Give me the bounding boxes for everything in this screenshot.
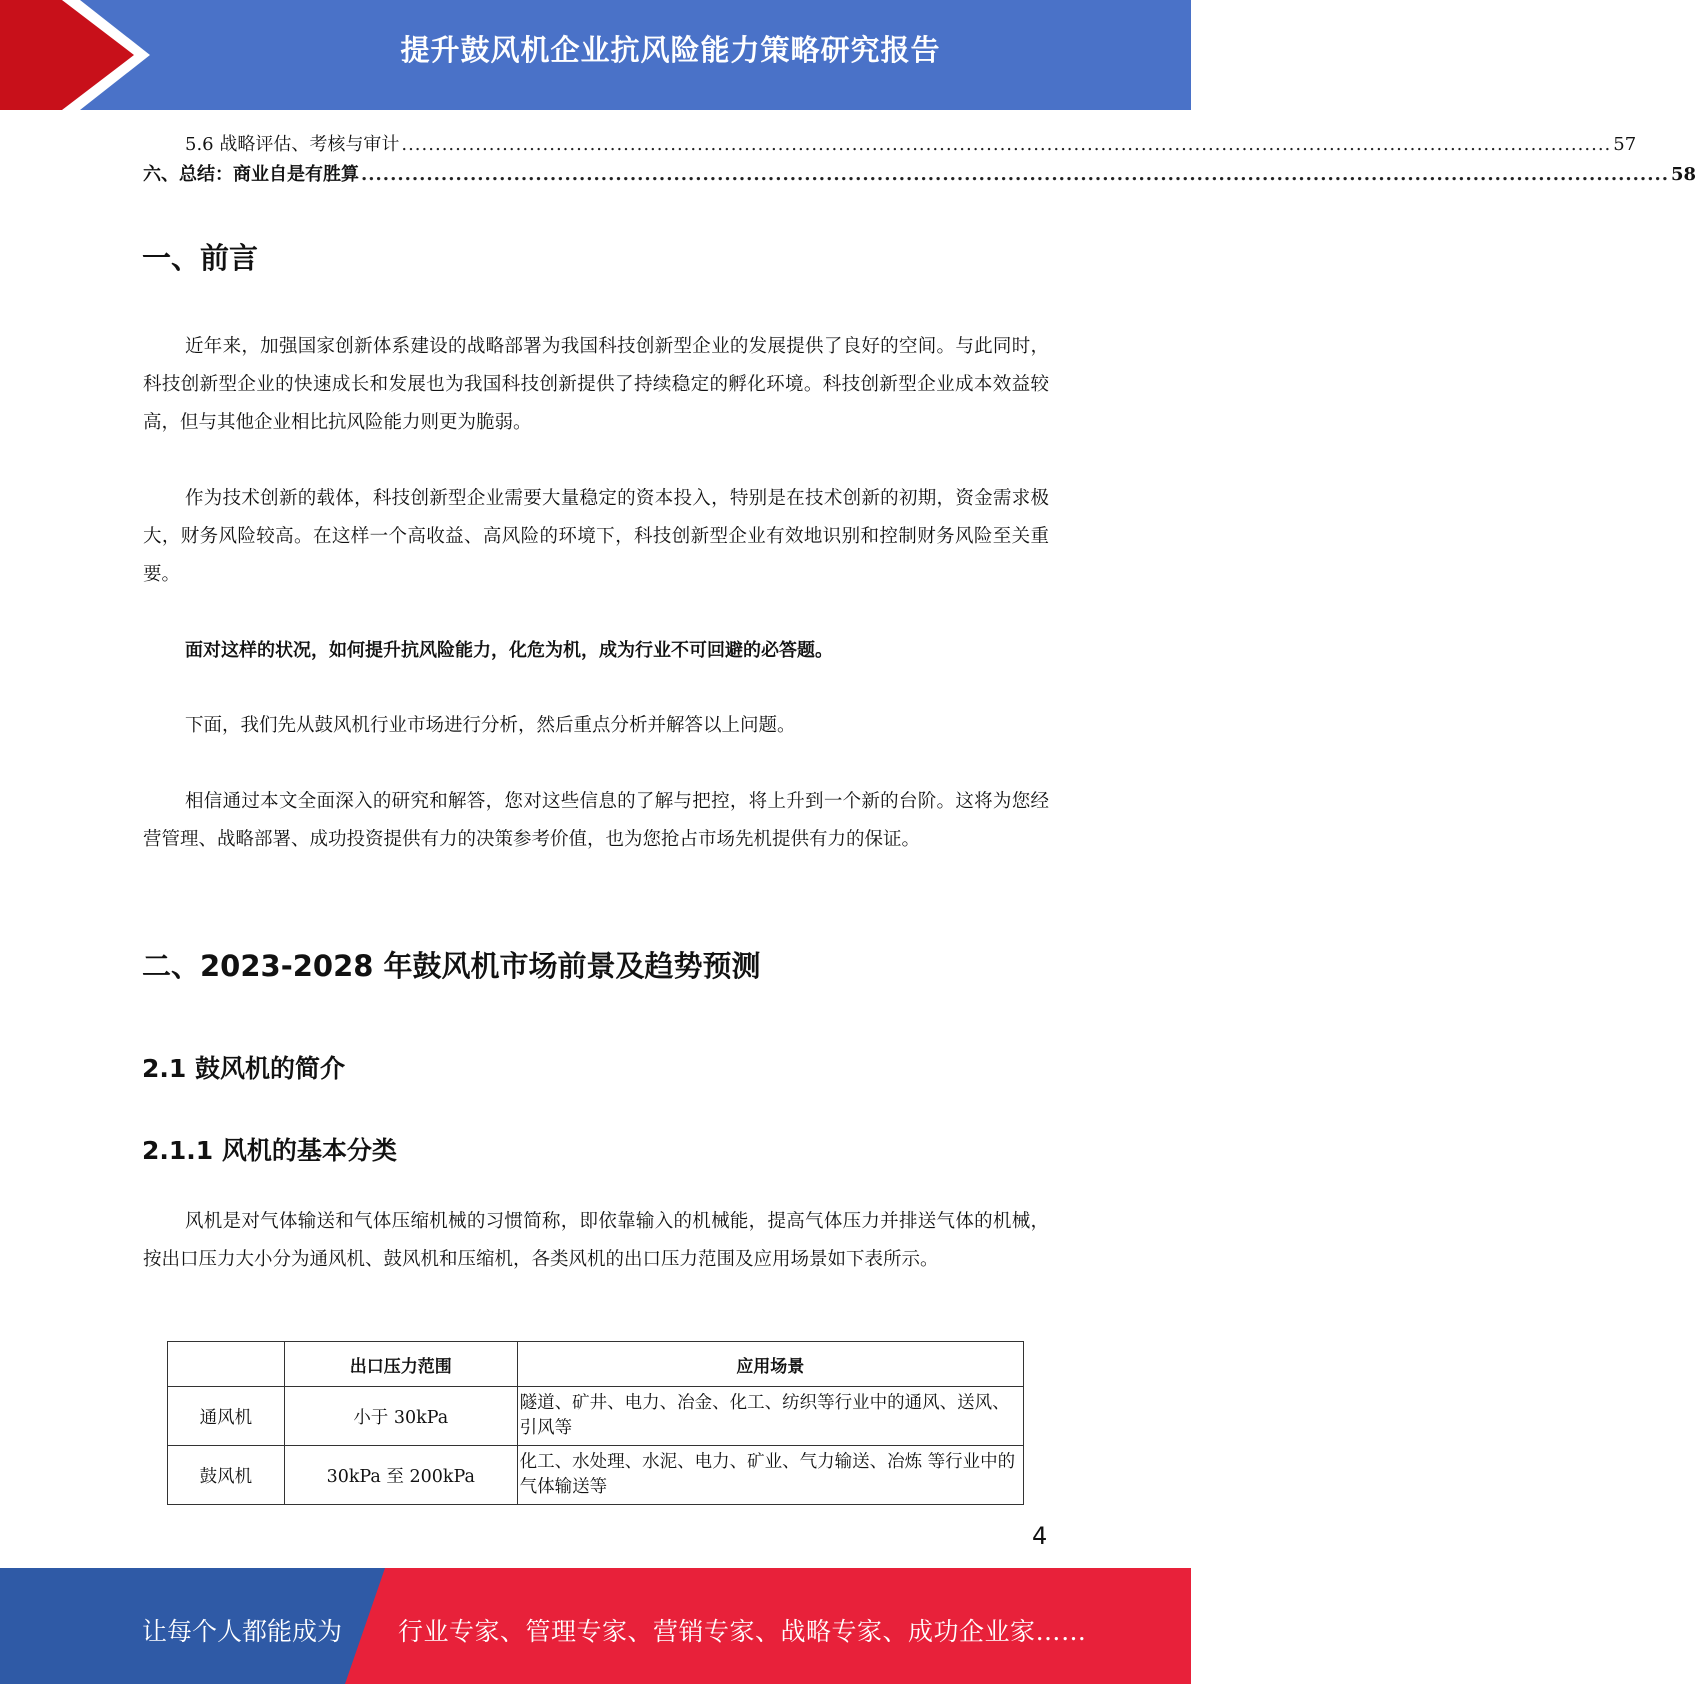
table-header-cell [168, 1342, 285, 1387]
table-header-cell: 应用场景 [517, 1342, 1023, 1387]
table-cell: 化工、水处理、水泥、电力、矿业、气力输送、冶炼 等行业中的气体输送等 [517, 1446, 1023, 1505]
header-banner [0, 0, 1191, 110]
table-cell: 30kPa 至 200kPa [284, 1446, 517, 1505]
toc-entry-label: 六、总结：商业自是有胜算 [143, 164, 359, 185]
page-number: 4 [1032, 1522, 1048, 1550]
paragraph: 作为技术创新的载体，科技创新型企业需要大量稳定的资本投入，特别是在技术创新的初期，资金需求极大，财务风险较高。在这样一个高收益、高风险的环境下，科技创新型企业有效地识别和控制财务风险至关重要。 [143, 488, 1049, 585]
section-heading-preface: 一、前言 [142, 241, 259, 275]
fan-classification-table [167, 1341, 1024, 1505]
table-cell: 鼓风机 [168, 1446, 285, 1505]
emphasis-paragraph: 面对这样的状况，如何提升抗风险能力，化危为机，成为行业不可回避的必答题。 [185, 640, 833, 661]
toc-entry-label: 5.6 战略评估、考核与审计 [185, 134, 400, 155]
toc-entry[interactable] [143, 130, 1637, 156]
paragraph: 风机是对气体输送和气体压缩机械的习惯简称，即依靠输入的机械能，提高气体压力并排送气体的机械，按出口压力大小分为通风机、鼓风机和压缩机，各类风机的出口压力范围及应用场景如下表所示。 [143, 1211, 1049, 1270]
table-cell: 隧道、矿井、电力、冶金、化工、纺织等行业中的通风、送风、引风等 [517, 1387, 1023, 1446]
toc-entry[interactable] [143, 160, 1696, 186]
chapter-heading: 二、2023-2028 年鼓风机市场前景及趋势预测 [142, 949, 761, 983]
toc-leader-dots: .................................................................................................................................................................................... [361, 164, 1669, 185]
table-row [168, 1446, 1024, 1505]
toc-leader-dots: .................................................................................................................................................................................... [401, 134, 1612, 155]
paragraph: 下面，我们先从鼓风机行业市场进行分析，然后重点分析并解答以上问题。 [185, 715, 796, 736]
footer-slogan-right: 行业专家、管理专家、营销专家、战略专家、成功企业家…… [398, 1617, 1087, 1646]
subsubsection-heading: 2.1.1 风机的基本分类 [142, 1136, 397, 1165]
paragraph: 近年来，加强国家创新体系建设的战略部署为我国科技创新型企业的发展提供了良好的空间。与此同时，科技创新型企业的快速成长和发展也为我国科技创新提供了持续稳定的孵化环境。科技创新型企业成本效益较高，但与其他企业相比抗风险能力则更为脆弱。 [143, 336, 1049, 433]
toc-entry-page: 57 [1613, 134, 1637, 155]
table-header-cell: 出口压力范围 [284, 1342, 517, 1387]
report-title: 提升鼓风机企业抗风险能力策略研究报告 [400, 33, 941, 67]
table-cell: 通风机 [168, 1387, 285, 1446]
toc-entry-page: 58 [1671, 164, 1696, 185]
paragraph: 相信通过本文全面深入的研究和解答，您对这些信息的了解与把控，将上升到一个新的台阶。这将为您经营管理、战略部署、成功投资提供有力的决策参考价值，也为您抢占市场先机提供有力的保证。 [143, 791, 1049, 850]
table-row [168, 1387, 1024, 1446]
fan-classification-table-container [160, 1335, 1040, 1497]
table-cell: 小于 30kPa [284, 1387, 517, 1446]
subsection-heading: 2.1 鼓风机的简介 [142, 1054, 345, 1083]
footer-slogan-left: 让每个人都能成为 [142, 1617, 343, 1646]
footer-banner [0, 1568, 1191, 1684]
table-header-row [168, 1342, 1024, 1387]
